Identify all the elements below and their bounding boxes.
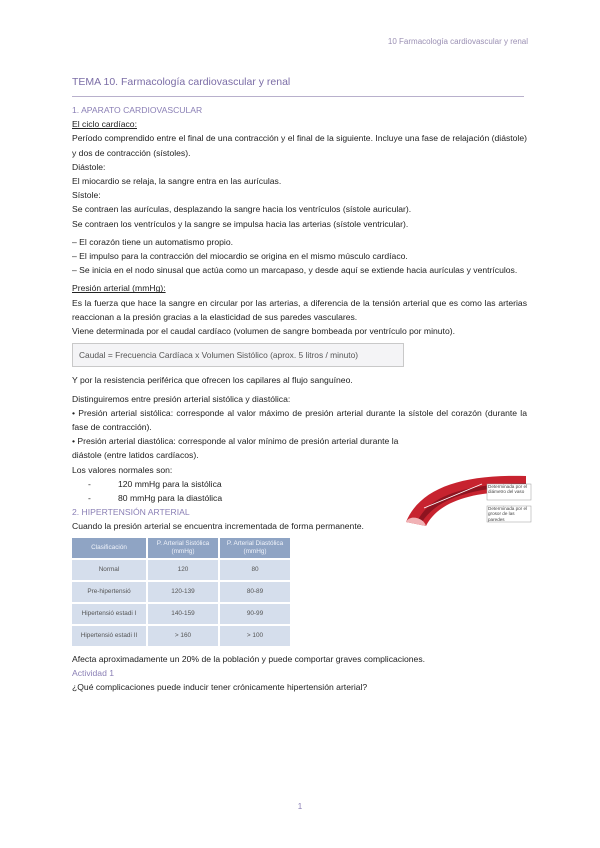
running-header: 10 Farmacología cardiovascular y renal — [387, 37, 528, 46]
sistolica-bullet: • Presión arterial sistólica: corresponde al valor máximo de presión arterial durante la sístole del corazón (durante la fase de contracción). — [72, 407, 527, 433]
artery-diagram — [402, 468, 532, 528]
diameter-label: Determinada por el diámetro del vaso — [488, 484, 528, 495]
table-cell: Normal — [72, 559, 147, 581]
caudal-formula-box: Caudal = Frecuencia Cardíaca x Volumen Sistólico (aprox. 5 litros / minuto) — [72, 343, 404, 367]
table-cell: > 160 — [147, 625, 219, 646]
dash-marker: - — [88, 493, 91, 504]
ciclo-definition: Período comprendido entre el final de una contracción y el final de la siguiente. Incluye una fase de relajación (diástole) y dos de contracción (sístoles). — [72, 133, 527, 158]
table-header-cell: Clasificación — [72, 538, 147, 559]
document-body — [72, 103, 527, 694]
presion-definition: Es la fuerza que hace la sangre en circular por las arterias, a diferencia de la tensión arterial que es como las arterias reaccionan a la presión gracias a la elasticidad de sus paredes vasculares. — [72, 297, 527, 322]
table-row — [72, 625, 290, 646]
sistole-ventricular: Se contraen los ventrículos y la sangre se impulsa hacia las arterias (sístole ventricular). — [72, 218, 409, 229]
table-cell: 80-89 — [219, 581, 290, 603]
section-heading-1: 1. APARATO CARDIOVASCULAR — [72, 105, 203, 115]
diastole-label: Diástole: — [72, 161, 106, 172]
sistole-label: Sístole: — [72, 190, 101, 201]
valor-diastolica-text: 80 mmHg para la diastólica — [118, 493, 223, 504]
table-cell: 120-139 — [147, 581, 219, 603]
table-cell: Pre-hipertensió — [72, 581, 147, 603]
table-cell: 90-99 — [219, 603, 290, 625]
distinguir-text: Distinguiremos entre presión arterial sistólica y diastólica: — [72, 393, 291, 404]
point-nodo-sinusal: – Se inicia en el nodo sinusal que actúa como un marcapaso, y desde aquí se extiende hacia aurículas y ventrículos. — [72, 265, 518, 276]
afecta-text: Afecta aproximadamente un 20% de la población y puede comportar graves complicaciones. — [72, 653, 426, 664]
table-row — [72, 559, 290, 581]
title-rule — [72, 96, 524, 97]
hta-classification-table — [72, 538, 290, 646]
table-header-row — [72, 538, 290, 559]
dash-marker: - — [88, 478, 91, 489]
section-heading-2: 2. HIPERTENSIÓN ARTERIAL — [72, 507, 190, 518]
resistencia-text: Y por la resistencia periférica que ofrecen los capilares al flujo sanguíneo. — [72, 375, 353, 386]
document-title: TEMA 10. Farmacología cardiovascular y renal — [72, 76, 291, 88]
diastole-text: El miocardio se relaja, la sangre entra en las aurículas. — [72, 176, 282, 187]
table-cell: 140-159 — [147, 603, 219, 625]
point-impulso: – El impulso para la contracción del miocardio se origina en el mismo músculo cardíaco. — [72, 251, 408, 262]
valores-label: Los valores normales son: — [72, 464, 173, 475]
table-cell: 120 — [147, 559, 219, 581]
table-cell: > 100 — [219, 625, 290, 646]
table-cell: Hipertensió estadi II — [72, 625, 147, 646]
valor-sistolica-text: 120 mmHg para la sistólica — [118, 478, 222, 489]
table-row — [72, 581, 290, 603]
hta-definition: Cuando la presión arterial se encuentra incrementada de forma permanente. — [72, 521, 364, 532]
page-number: 1 — [297, 802, 303, 811]
actividad-question: ¿Qué complicaciones puede inducir tener crónicamente hipertensión arterial? — [72, 682, 368, 693]
table-header-cell: P. Arterial Sistólica (mmHg) — [147, 538, 219, 559]
presion-determinada: Viene determinada por el caudal cardíaco (volumen de sangre bombeada por ventrículo por minuto). — [72, 326, 455, 337]
diastolica-bullet: • Presión arterial diastólica: corresponde al valor mínimo de presión arterial durante la diástole (entre latidos cardíacos). — [72, 436, 399, 461]
presion-heading: Presión arterial (mmHg): — [72, 283, 166, 294]
ciclo-heading: El ciclo cardíaco: — [72, 119, 137, 130]
point-automatismo: – El corazón tiene un automatismo propio. — [72, 236, 233, 247]
table-header-cell: P. Arterial Diastólica (mmHg) — [219, 538, 290, 559]
table-cell: Hipertensió estadi I — [72, 603, 147, 625]
table-row — [72, 603, 290, 625]
wall-label: Determinada por el grosor de las paredes — [488, 506, 528, 522]
table-cell: 80 — [219, 559, 290, 581]
actividad-heading: Actividad 1 — [72, 667, 115, 678]
sistole-auricular: Se contraen las aurículas, desplazando la sangre hacia los ventrículos (sístole auricular). — [72, 204, 412, 215]
